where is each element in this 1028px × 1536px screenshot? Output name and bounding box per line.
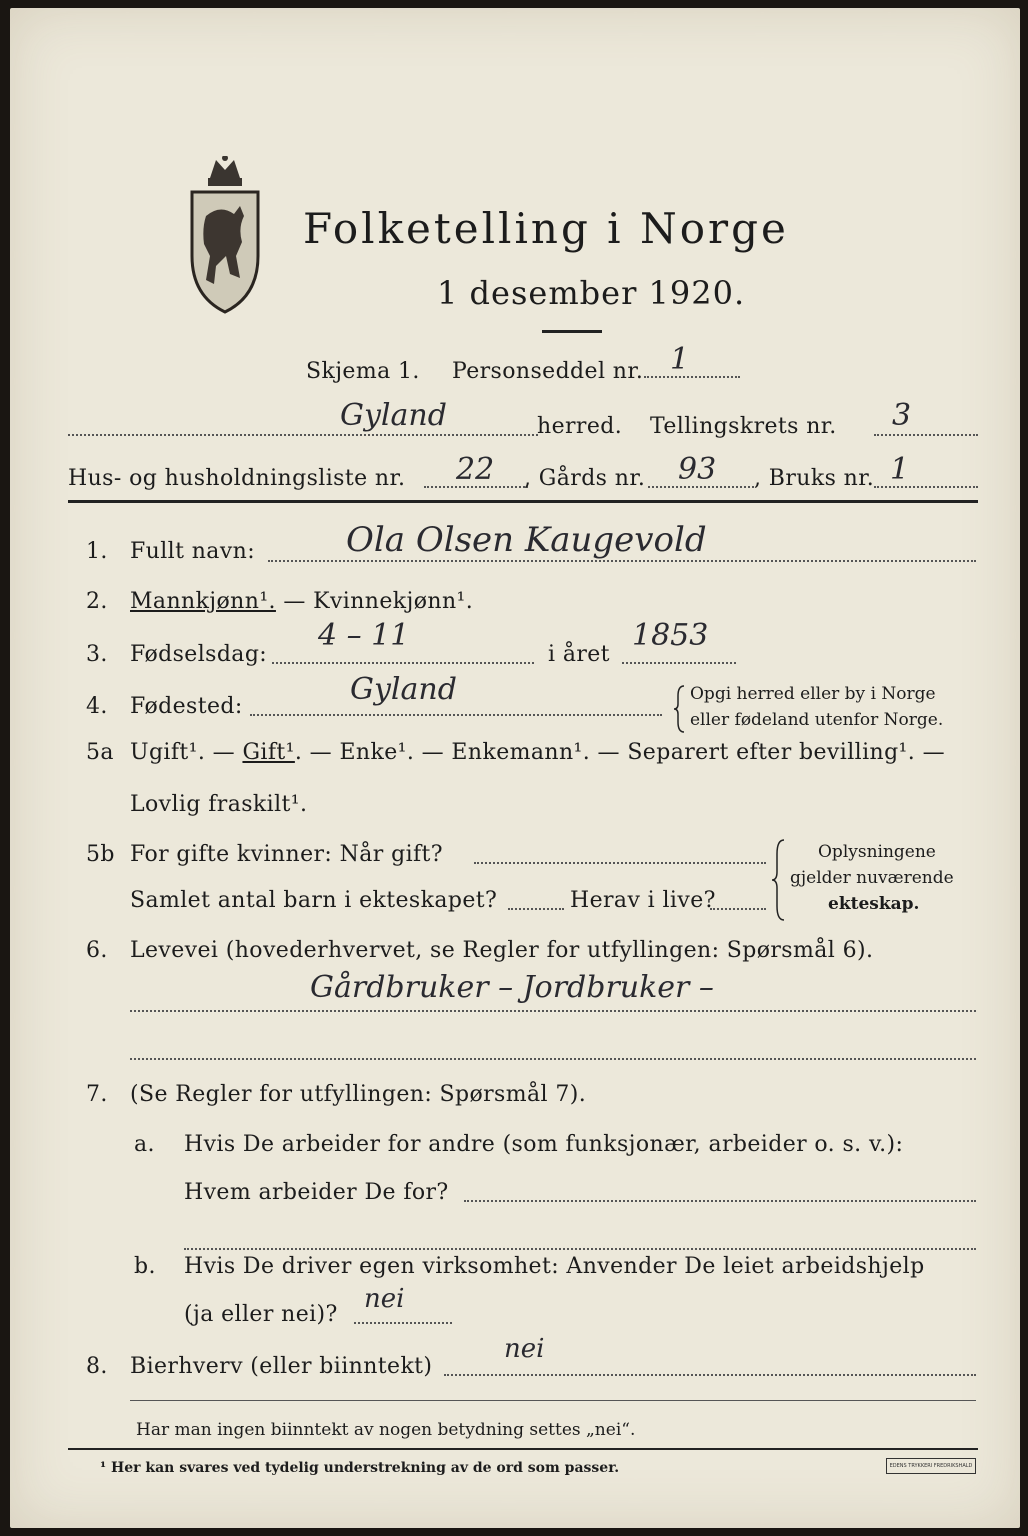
q5b-number: 5b xyxy=(86,842,115,867)
q4-line xyxy=(250,714,662,716)
q4-note-line1: Opgi herred eller by i Norge xyxy=(690,684,936,704)
nei-note: Har man ingen biinntekt av nogen betydning settes „nei“. xyxy=(136,1420,636,1440)
personseddel-value[interactable]: 1 xyxy=(670,342,690,377)
side-income-value[interactable]: nei xyxy=(504,1334,545,1364)
gards-value[interactable]: 93 xyxy=(678,452,717,487)
herred-label: herred. xyxy=(537,414,623,439)
tellingskrets-line xyxy=(874,434,978,436)
q7a-number: a. xyxy=(134,1132,155,1157)
q7-number: 7. xyxy=(86,1082,108,1107)
q6-label: Levevei (hovederhvervet, se Regler for utfyllingen: Spørsmål 6). xyxy=(130,938,874,963)
birth-date-value[interactable]: 4 – 11 xyxy=(318,618,410,653)
q1-number: 1. xyxy=(86,539,108,564)
q7b-yesno-label: (ja eller nei)? xyxy=(184,1302,338,1327)
skjema-label: Skjema 1. xyxy=(306,359,420,384)
q2-options: Mannkjønn¹. — Kvinnekjønn¹. xyxy=(130,589,474,614)
q3-year-label: i året xyxy=(548,642,610,667)
q5b-married-when-line xyxy=(474,862,766,864)
bruks-label: , Bruks nr. xyxy=(754,466,875,491)
q5b-note-line3: ekteskap. xyxy=(828,894,920,914)
q4-number: 4. xyxy=(86,694,108,719)
q8-label: Bierhverv (eller biinntekt) xyxy=(130,1354,433,1379)
q7a-label: Hvis De arbeider for andre (som funksjonær, arbeider o. s. v.): xyxy=(184,1132,904,1157)
q7-label: (Se Regler for utfyllingen: Spørsmål 7). xyxy=(130,1082,587,1107)
q7b-label: Hvis De driver egen virksomhet: Anvender De leiet arbeidshjelp xyxy=(184,1254,925,1279)
status-ugift-option[interactable]: Ugift¹. xyxy=(130,740,206,765)
q6-line2 xyxy=(130,1058,976,1060)
q3-number: 3. xyxy=(86,642,108,667)
personseddel-label: Personseddel nr. xyxy=(452,359,644,384)
q2-number: 2. xyxy=(86,589,108,614)
status-gift-option[interactable]: Gift¹ xyxy=(242,740,295,765)
hus-label: Hus- og husholdningsliste nr. xyxy=(68,466,406,491)
q5b-note-line1: Oplysningene xyxy=(818,842,936,862)
q5b-married-when-label: For gifte kvinner: Når gift? xyxy=(130,842,443,867)
q8-number: 8. xyxy=(86,1354,108,1379)
q7a-employer-line2 xyxy=(184,1248,976,1250)
gards-label: , Gårds nr. xyxy=(524,466,646,491)
q7a-employer-label: Hvem arbeider De for? xyxy=(184,1180,449,1205)
footer-divider xyxy=(68,1448,978,1450)
q6-number: 6. xyxy=(86,938,108,963)
form-title: Folketelling i Norge xyxy=(303,204,789,253)
birthplace-value[interactable]: Gyland xyxy=(350,672,457,707)
q5b-children-line xyxy=(508,908,564,910)
q1-line xyxy=(268,560,976,562)
herred-value[interactable]: Gyland xyxy=(340,398,447,433)
gender-female-option[interactable]: Kvinnekjønn¹. xyxy=(313,589,474,614)
hus-value[interactable]: 22 xyxy=(456,452,495,487)
census-form-sheet xyxy=(10,8,1020,1528)
status-fraskilt-option[interactable]: Lovlig fraskilt¹. xyxy=(130,792,308,817)
occupation-value[interactable]: Gårdbruker – Jordbruker – xyxy=(310,970,714,1005)
brace-icon xyxy=(674,684,686,734)
status-other-options[interactable]: . — Enke¹. — Enkemann¹. — Separert efter bevilling¹. — xyxy=(294,740,945,765)
q7a-employer-line xyxy=(464,1200,976,1202)
q5b-note-line2: gjelder nuværende xyxy=(790,868,954,888)
section-divider xyxy=(68,500,978,503)
tellingskrets-label: Tellingskrets nr. xyxy=(650,414,837,439)
full-name-value[interactable]: Ola Olsen Kaugevold xyxy=(346,520,707,560)
title-divider xyxy=(542,330,602,333)
q5b-children-label: Samlet antal barn i ekteskapet? xyxy=(130,888,498,913)
gender-male-option[interactable]: Mannkjønn¹. xyxy=(130,589,276,614)
q1-label: Fullt navn: xyxy=(130,539,256,564)
q7b-yesno-line xyxy=(354,1322,452,1324)
q8-line xyxy=(444,1374,976,1376)
q7b-number: b. xyxy=(134,1254,156,1279)
q6-line1 xyxy=(130,1010,976,1012)
q5a-options: Ugift¹. — Gift¹. — Enke¹. — Enkemann¹. — Separert efter bevilling¹. — xyxy=(130,740,945,765)
tellingskrets-value[interactable]: 3 xyxy=(892,398,912,433)
q5b-alive-line xyxy=(710,908,766,910)
coat-of-arms-icon xyxy=(180,156,270,316)
q5b-alive-label: Herav i live? xyxy=(570,888,716,913)
printer-mark: EDENS TRYKKERI FREDRIKSHALD xyxy=(886,1458,976,1474)
footnote: ¹ Her kan svares ved tydelig understrekning av de ord som passer. xyxy=(100,1460,620,1476)
q3-date-line xyxy=(272,662,534,664)
q4-label: Fødested: xyxy=(130,694,243,719)
census-date: 1 desember 1920. xyxy=(437,274,746,312)
q3-year-line xyxy=(622,662,736,664)
personseddel-line xyxy=(644,376,740,378)
hired-help-value[interactable]: nei xyxy=(364,1284,405,1314)
birth-year-value[interactable]: 1853 xyxy=(632,618,709,653)
q3-label: Fødselsdag: xyxy=(130,642,268,667)
herred-line xyxy=(68,434,538,436)
q4-note-line2: eller fødeland utenfor Norge. xyxy=(690,710,944,730)
bruks-value[interactable]: 1 xyxy=(890,452,910,487)
q5a-number: 5a xyxy=(86,740,114,765)
notes-divider xyxy=(130,1400,976,1401)
brace-icon xyxy=(772,838,786,922)
